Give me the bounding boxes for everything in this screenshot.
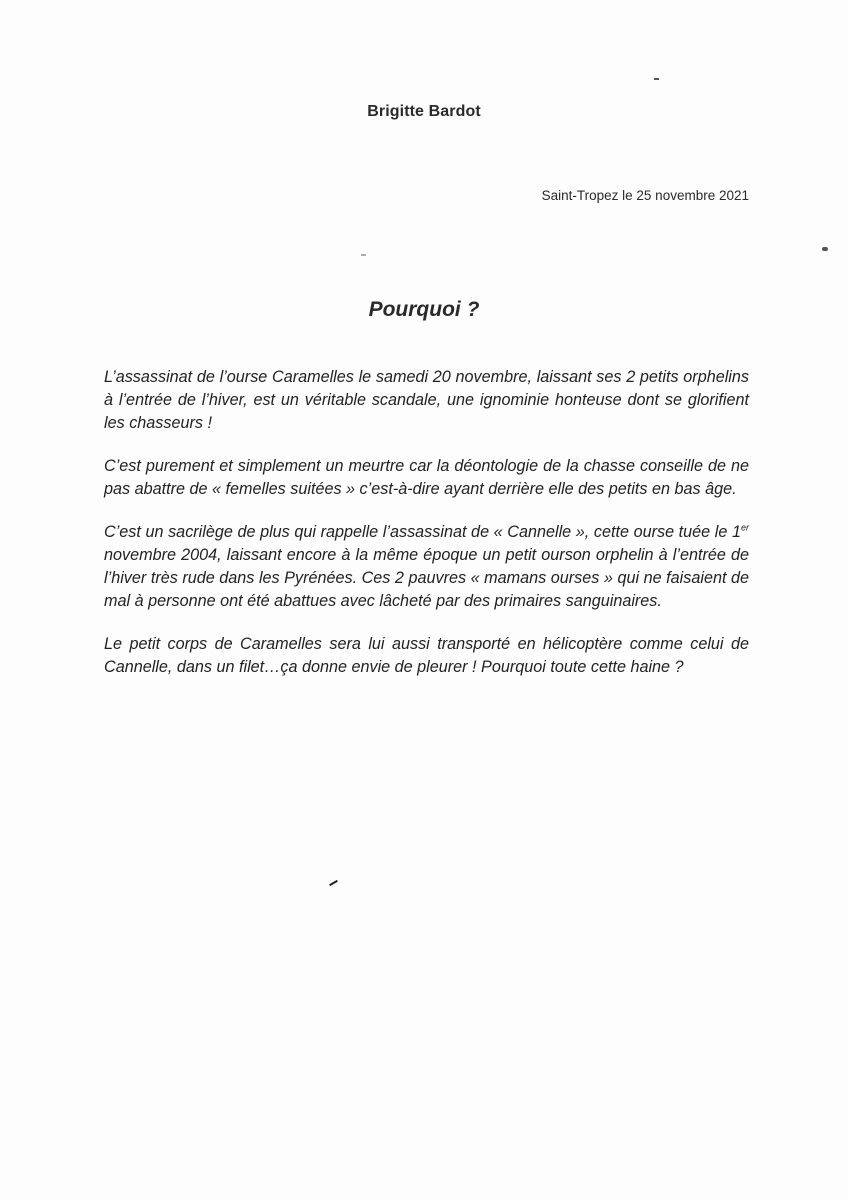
scan-speck — [329, 880, 338, 886]
paragraph-1: L’assassinat de l’ourse Caramelles le samedi 20 novembre, laissant ses 2 petits orphelins à l’entrée de l’hiver, est un véritable scandale, une ignominie honteuse dont se glorifient les chasseurs ! — [104, 368, 749, 432]
place-date: Saint-Tropez le 25 novembre 2021 — [541, 188, 749, 203]
paragraph-2: C’est purement et simplement un meurtre car la déontologie de la chasse conseille de ne pas abattre de « femelles suitées » c’est-à-dire ayant derrière elle des petits en bas âge. — [104, 457, 749, 498]
paragraph-3-end: novembre 2004, laissant encore à la même époque un petit ourson orphelin à l’entrée de l’hiver très rude dans les Pyrénées. Ces 2 pauvres « mamans ourses » qui ne faisaient de mal à personne ont été abattues avec lâcheté par des primaires sanguinaires. — [104, 546, 749, 610]
scan-speck — [654, 78, 659, 80]
scan-speck — [822, 247, 828, 251]
ordinal-suffix: er — [740, 522, 749, 533]
paragraph-4: Le petit corps de Caramelles sera lui aussi transporté en hélicoptère comme celui de Cannelle, dans un filet…ça donne envie de pleurer ! Pourquoi toute cette haine ? — [104, 635, 749, 676]
letter-title: Pourquoi ? — [368, 298, 480, 321]
scan-speck — [361, 254, 366, 256]
paragraph-3 — [104, 521, 749, 613]
letter-body — [104, 366, 749, 699]
paragraph-3-start: C’est un sacrilège de plus qui rappelle l’assassinat de « Cannelle », cette ourse tuée le 1 — [104, 523, 741, 541]
author-name: Brigitte Bardot — [367, 103, 481, 120]
